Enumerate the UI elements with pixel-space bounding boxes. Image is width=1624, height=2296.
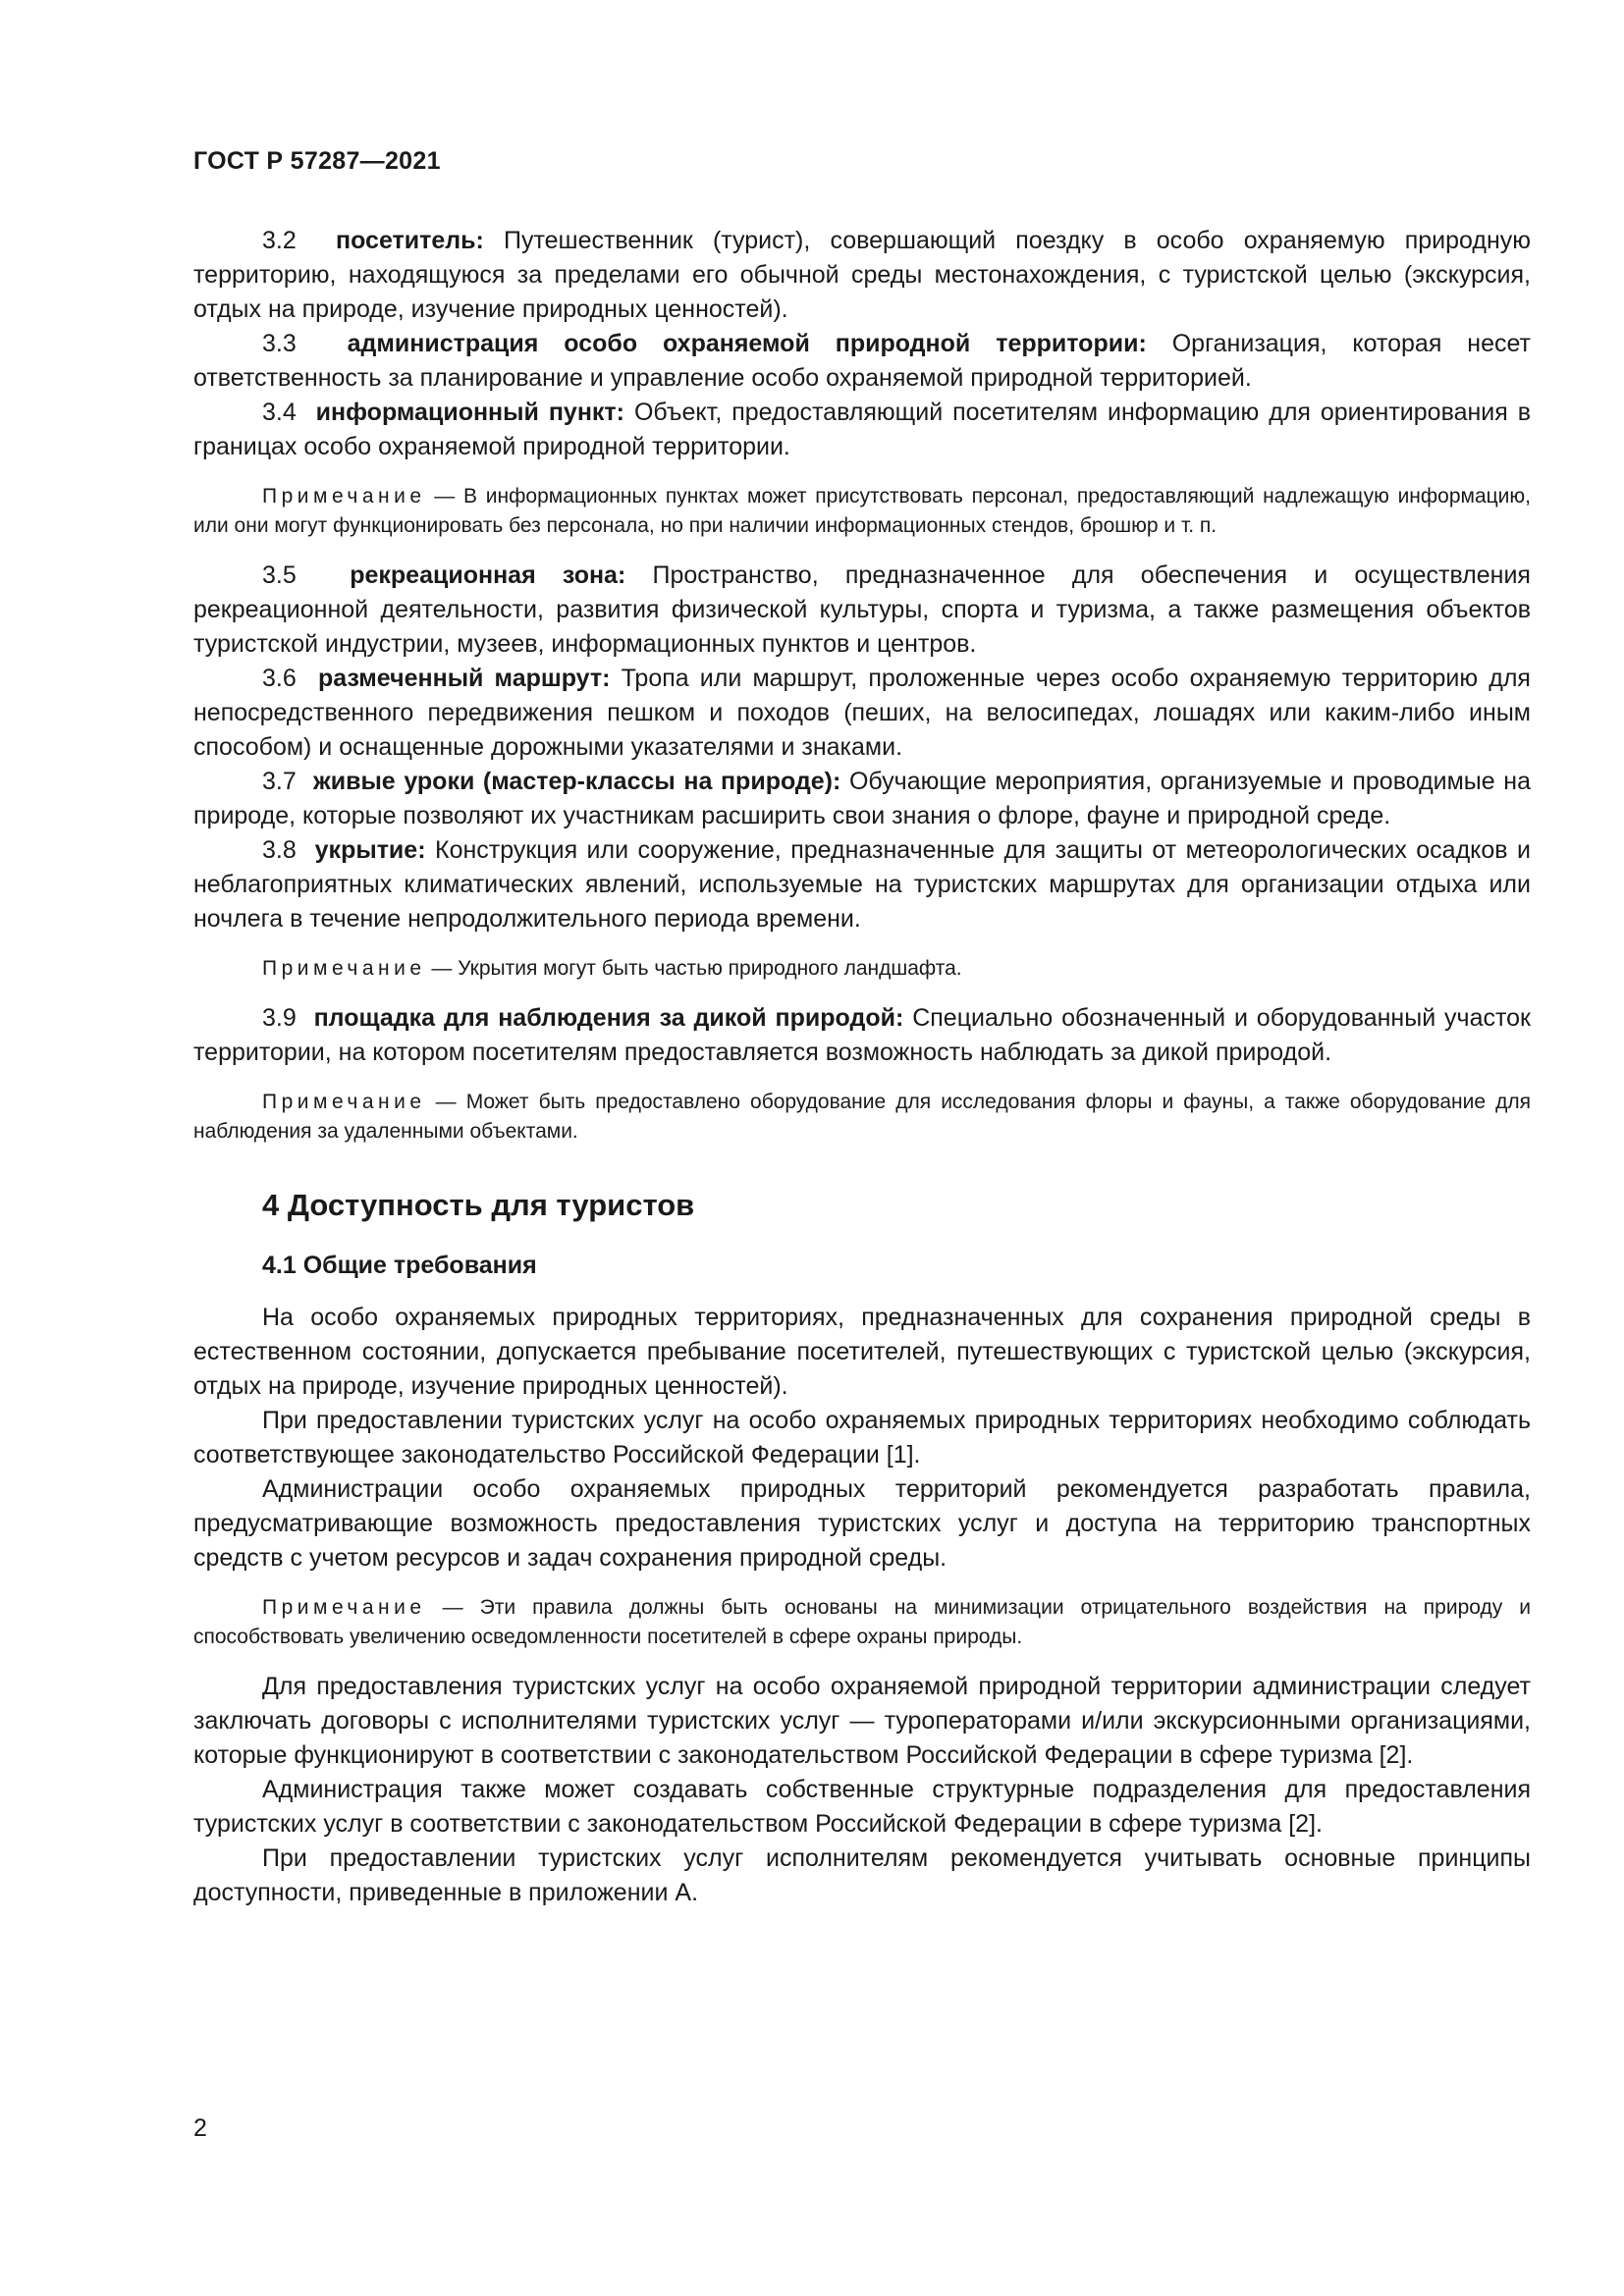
term-3-7	[193, 765, 1531, 833]
term-number: 3.9	[262, 1004, 297, 1032]
term-number: 3.7	[262, 768, 297, 795]
term-3-3	[193, 327, 1531, 396]
note-dash: —	[425, 1091, 466, 1113]
note-label: Примечание	[262, 485, 426, 507]
note-text: Эти правила должны быть основаны на минимизации отрицательного воздействия на природу и способствовать увеличению осведомленности посетителей в сфере охраны природы.	[193, 1596, 1531, 1648]
term-name: размеченный маршрут:	[318, 665, 611, 692]
term-number: 3.8	[262, 836, 297, 864]
subsection-4-1-heading: 4.1 Общие требования	[262, 1252, 537, 1279]
note-text: Может быть предоставлено оборудование для исследования флоры и фауны, а также оборудование для наблюдения за удаленными объектами.	[193, 1091, 1531, 1143]
term-definition: Объект, предоставляющий посетителям информацию для ориентирования в границах особо охраняемой природной территории.	[193, 399, 1532, 460]
term-name: живые уроки (мастер-классы на природе):	[313, 768, 841, 795]
note-label: Примечание	[262, 1596, 426, 1619]
term-name: администрация особо охраняемой природной территории:	[347, 330, 1147, 357]
document-body	[193, 224, 1531, 1910]
document-header: ГОСТ Р 57287—2021	[193, 147, 441, 175]
term-name: площадка для наблюдения за дикой природой:	[313, 1004, 904, 1032]
note-4-1	[193, 1593, 1531, 1652]
paragraph: Администрации особо охраняемых природных территорий рекомендуется разработать правила, предусматривающие возможность предоставления туристских услуг и доступа на территорию транспортных средств с учетом ресурсов и задач сохранения природной среды.	[193, 1475, 1531, 1572]
term-definition: Тропа или маршрут, проложенные через особо охраняемую территорию для непосредственного передвижения пешком и походов (пеших, на велосипедах, лошадях или каким-либо иным способом) и оснащенные дорожными указателями и знаками.	[193, 665, 1531, 761]
term-number: 3.3	[262, 330, 297, 357]
term-name: рекреационная зона:	[350, 561, 626, 589]
term-definition: Организация, которая несет ответственность за планирование и управление особо охраняемой природной территорией.	[193, 330, 1532, 392]
term-3-2	[193, 224, 1531, 327]
note-3-9	[193, 1088, 1531, 1147]
term-3-6	[193, 662, 1531, 765]
term-name: информационный пункт:	[315, 399, 625, 426]
term-definition: Путешественник (турист), совершающий поездку в особо охраняемую природную территорию, находящуюся за пределами его обычной среды местонахождения, с туристской целью (экскурсия, отдых на природе, изучение природных ценностей).	[193, 227, 1532, 323]
paragraph: Для предоставления туристских услуг на особо охраняемой природной территории администрации следует заключать договоры с исполнителями туристских услуг — туроператорами и/или экскурсионными организациями, которые функционируют в соответствии с законодательством Российской Федерации в сфере туризма [2].	[193, 1673, 1531, 1769]
term-3-4	[193, 396, 1531, 464]
note-dash: —	[425, 1596, 480, 1619]
term-3-8	[193, 833, 1531, 936]
paragraph: При предоставлении туристских услуг исполнителям рекомендуется учитывать основные принципы доступности, приведенные в приложении А.	[193, 1844, 1531, 1906]
page-number: 2	[193, 2114, 207, 2142]
term-definition: Обучающие мероприятия, организуемые и проводимые на природе, которые позволяют их участникам расширить свои знания о флоре, фауне и природной среде.	[193, 768, 1531, 829]
term-3-9	[193, 1001, 1531, 1070]
paragraph: На особо охраняемых природных территориях, предназначенных для сохранения природной среды в естественном состоянии, допускается пребывание посетителей, путешествующих с туристской целью (экскурсия, отдых на природе, изучение природных ценностей).	[193, 1304, 1531, 1400]
note-label: Примечание	[262, 957, 426, 980]
note-3-4	[193, 482, 1531, 541]
term-definition: Пространство, предназначенное для обеспечения и осуществления рекреационной деятельности, развития физической культуры, спорта и туризма, а также размещения объектов туристской индустрии, музеев, информационных пунктов и центров.	[193, 561, 1531, 658]
note-dash: —	[425, 957, 459, 980]
section-4-heading: 4 Доступность для туристов	[262, 1188, 695, 1222]
note-text: Укрытия могут быть частью природного ландшафта.	[458, 957, 962, 980]
paragraph: Администрация также может создавать собственные структурные подразделения для предоставления туристских услуг в соответствии с законодательством Российской Федерации в сфере туризма [2].	[193, 1776, 1531, 1838]
term-definition: Конструкция или сооружение, предназначенные для защиты от метеорологических осадков и неблагоприятных климатических явлений, используемые на туристских маршрутах для организации отдыха или ночлега в течение непродолжительного периода времени.	[193, 836, 1531, 933]
term-3-5	[193, 559, 1531, 662]
term-definition: Специально обозначенный и оборудованный участок территории, на котором посетителям предоставляется возможность наблюдать за дикой природой.	[193, 1004, 1531, 1066]
term-number: 3.6	[262, 665, 297, 692]
note-3-8	[193, 954, 1531, 984]
term-number: 3.2	[262, 227, 297, 254]
term-name: посетитель:	[336, 227, 484, 254]
term-name: укрытие:	[314, 836, 426, 864]
paragraph: При предоставлении туристских услуг на особо охраняемых природных территориях необходимо соблюдать соответствующее законодательство Российской Федерации [1].	[193, 1407, 1531, 1468]
term-number: 3.5	[262, 561, 297, 589]
note-label: Примечание	[262, 1091, 426, 1113]
note-text: В информационных пунктах может присутствовать персонал, предоставляющий надлежащую информацию, или они могут функционировать без персонала, но при наличии информационных стендов, брошюр и т. п.	[193, 485, 1531, 537]
note-dash: —	[425, 485, 464, 507]
term-number: 3.4	[262, 399, 297, 426]
